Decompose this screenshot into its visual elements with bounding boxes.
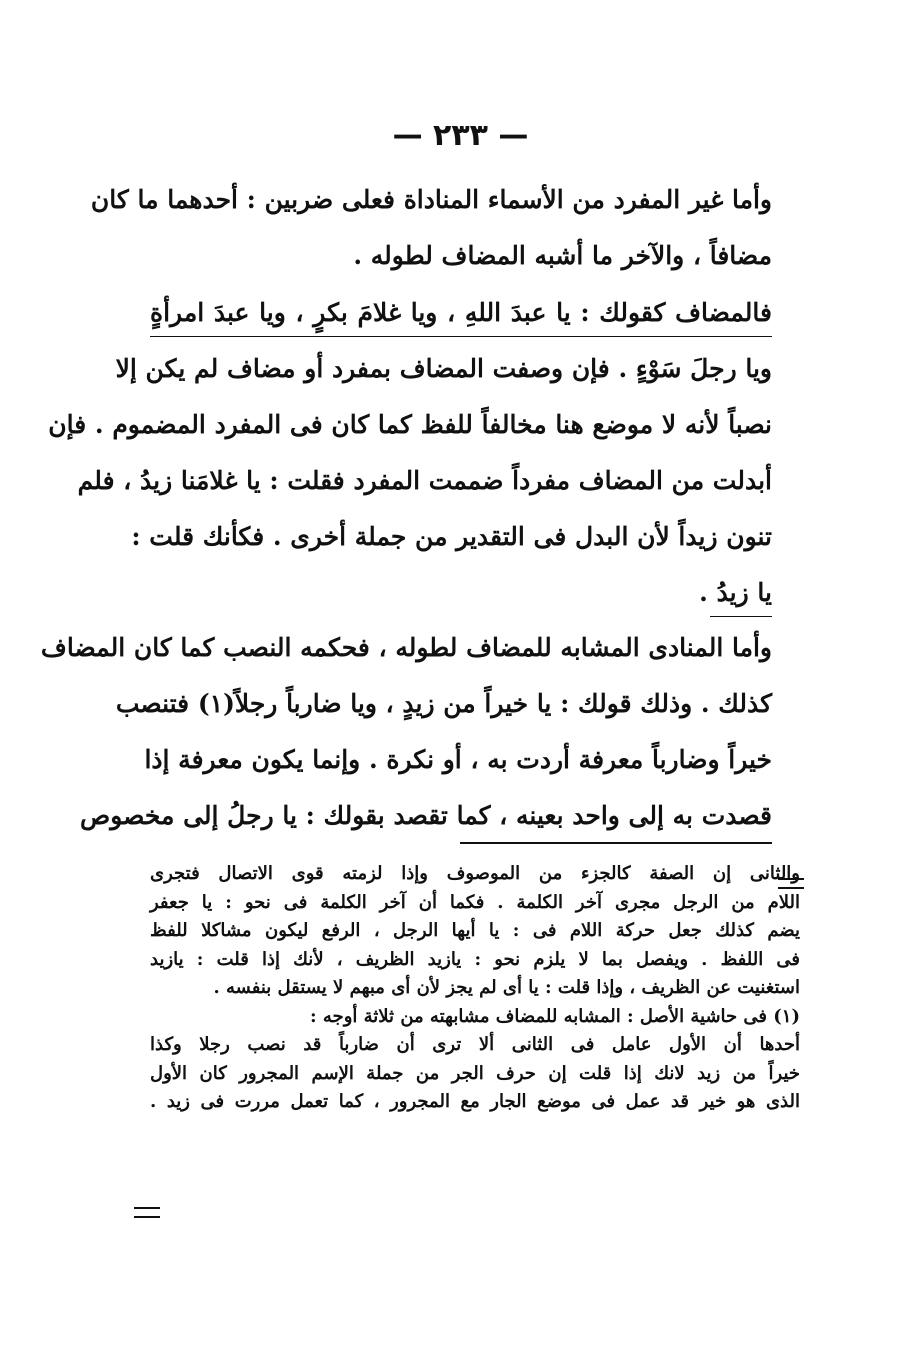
footnote-line: خيراً من زيد لانك إذا قلت إن حرف الجر من جملة الإسم المجرور كان الأول [150,1062,800,1084]
text-line: أبدلت من المضاف مفرداً ضممت المفرد فقلت : يا غلامَنا زيدُ ، فلم [77,466,772,495]
text-line: مضافاً ، والآخر ما أشبه المضاف لطوله . [353,241,772,270]
text-line: تنون زيداً لأن البدل فى التقدير من جملة أخرى . فكأنك قلت : [131,522,772,551]
continuation-mark [134,1207,160,1218]
footnote-line: استغنيت عن الظريف ، وإذا قلت : يا أى لم يجز لأن أى مبهم لا يستقل بنفسه . [213,977,800,998]
paragraph-mushabih-bil-mudaf [40,620,772,844]
text-line: قصدت به إلى واحد بعينه ، كما تقصد بقولك : يا رجلُ إلى مخصوص [80,801,772,830]
footnote-line: (١) فى حاشية الأصل : المشابه للمضاف مشابهته من ثلاثة أوجه : [310,1005,800,1027]
footnote-line: أحدها أن الأول عامل فى الثانى ألا ترى أن ضارباً قد نصب رجلا وكذا [150,1034,800,1055]
text-line: وأما المنادى المشابه للمضاف لطوله ، فحكمه النصب كما كان المضاف [40,633,772,662]
text-line: يا زيدُ . [150,565,772,621]
text-line: ويا رجلَ سَوْءٍ . فإن وصفت المضاف بمفرد أو مضاف لم يكن إلا [115,354,772,383]
footnotes [150,860,800,1117]
footnote-line: اللام من الرجل مجرى آخر الكلمة . فكما أن آخر الكلمة فى نحو : يا جعفر [150,891,800,913]
paragraph-mudaf-examples [48,285,772,621]
text-line: نصباً لأنه لا موضع هنا مخالفاً للفظ كما كان فى المفرد المضموم . فإن [48,410,772,439]
paragraph-non-singular-vocative [90,172,772,284]
text-line: كذلك . وذلك قولك : يا خيراً من زيدٍ ، ويا ضارباً رجلاً(١) فتنصب [115,689,772,718]
footnote-line: الذى هو خير قد عمل فى موضع الجار مع المجرور ، كما تعمل مررت فى زيد . [150,1091,800,1112]
footnote-line: فى اللفظ . ويفصل بما لا يلزم نحو : يازيد الظريف ، لأنك إذا قلت : يازيد [150,948,800,970]
footnote-line: يضم كذلك جعل حركة اللام فى : يا أيها الرجل ، الرفع ليكون مشاكلا للفظ [150,920,800,941]
footnote-separator [460,842,772,844]
text-line: خيراً وضارباً معرفة أردت به ، أو نكرة . وإنما يكون معرفة إذا [144,745,772,774]
page-number: — ٢٣٣ — [392,118,529,153]
text-line: وأما غير المفرد من الأسماء المناداة فعلى ضربين : أحدهما ما كان [90,185,772,214]
text-line: فالمضاف كقولك : يا عبدَ اللهِ ، ويا غلامَ بكرٍ ، ويا عبدَ امرأةٍ [150,285,772,341]
footnote-line: والثانى إن الصفة كالجزء من الموصوف وإذا لزمته قوى الاتصال فتجرى [150,863,800,884]
